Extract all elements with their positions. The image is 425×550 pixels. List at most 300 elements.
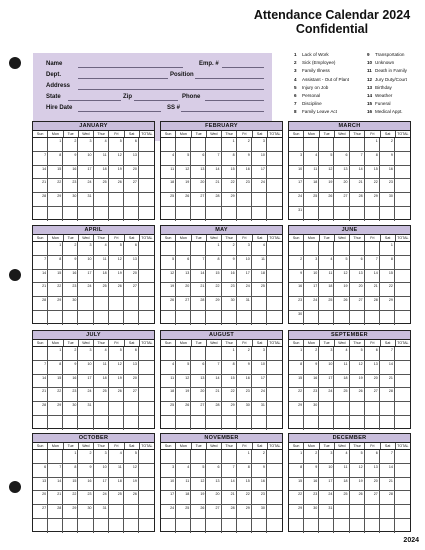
day-cell[interactable]: 29 (289, 402, 304, 416)
day-cell[interactable]: 13 (176, 270, 191, 284)
day-cell[interactable]: 24 (78, 388, 93, 402)
emp-field[interactable] (222, 67, 264, 68)
empty-cell[interactable] (63, 207, 78, 221)
empty-cell[interactable] (33, 207, 48, 221)
empty-cell[interactable] (365, 242, 380, 256)
day-cell[interactable]: 22 (48, 388, 63, 402)
day-cell[interactable]: 21 (206, 179, 221, 193)
day-cell[interactable]: 29 (237, 505, 252, 519)
empty-cell[interactable] (124, 193, 139, 207)
day-cell[interactable]: 5 (334, 256, 349, 270)
total-cell[interactable] (267, 283, 282, 297)
empty-cell[interactable] (94, 311, 109, 325)
day-cell[interactable]: 27 (334, 193, 349, 207)
day-cell[interactable]: 17 (319, 478, 334, 492)
total-cell[interactable] (267, 347, 282, 361)
day-cell[interactable]: 3 (237, 242, 252, 256)
total-cell[interactable] (267, 242, 282, 256)
day-cell[interactable]: 8 (365, 152, 380, 166)
day-cell[interactable]: 3 (319, 450, 334, 464)
empty-cell[interactable] (33, 416, 48, 430)
empty-cell[interactable] (63, 519, 78, 533)
zip-field[interactable] (134, 100, 178, 101)
day-cell[interactable]: 3 (304, 256, 319, 270)
day-cell[interactable]: 13 (124, 361, 139, 375)
day-cell[interactable]: 30 (222, 297, 237, 311)
day-cell[interactable]: 4 (319, 256, 334, 270)
day-cell[interactable]: 1 (48, 242, 63, 256)
empty-cell[interactable] (350, 242, 365, 256)
day-cell[interactable]: 16 (237, 166, 252, 180)
empty-cell[interactable] (334, 505, 349, 519)
day-cell[interactable]: 15 (365, 166, 380, 180)
phone-field[interactable] (205, 100, 264, 101)
empty-cell[interactable] (252, 519, 267, 533)
total-cell[interactable] (139, 450, 154, 464)
day-cell[interactable]: 3 (78, 138, 93, 152)
day-cell[interactable]: 7 (206, 152, 221, 166)
day-cell[interactable]: 6 (176, 256, 191, 270)
day-cell[interactable]: 2 (304, 347, 319, 361)
empty-cell[interactable] (334, 207, 349, 221)
day-cell[interactable]: 28 (365, 297, 380, 311)
day-cell[interactable]: 6 (33, 464, 48, 478)
day-cell[interactable]: 17 (319, 375, 334, 389)
day-cell[interactable]: 4 (94, 347, 109, 361)
day-cell[interactable]: 3 (161, 464, 176, 478)
day-cell[interactable]: 27 (176, 297, 191, 311)
day-cell[interactable]: 5 (124, 450, 139, 464)
day-cell[interactable]: 11 (304, 166, 319, 180)
day-cell[interactable]: 14 (206, 166, 221, 180)
day-cell[interactable]: 29 (380, 297, 395, 311)
day-cell[interactable]: 11 (334, 361, 349, 375)
empty-cell[interactable] (109, 297, 124, 311)
day-cell[interactable]: 26 (176, 193, 191, 207)
day-cell[interactable]: 3 (94, 450, 109, 464)
day-cell[interactable]: 9 (237, 152, 252, 166)
day-cell[interactable]: 10 (319, 361, 334, 375)
day-cell[interactable]: 18 (94, 270, 109, 284)
total-cell[interactable] (139, 361, 154, 375)
day-cell[interactable]: 26 (109, 179, 124, 193)
day-cell[interactable]: 12 (124, 464, 139, 478)
empty-cell[interactable] (334, 416, 349, 430)
day-cell[interactable]: 24 (237, 283, 252, 297)
day-cell[interactable]: 30 (289, 311, 304, 325)
total-cell[interactable] (139, 207, 154, 221)
empty-cell[interactable] (94, 519, 109, 533)
empty-cell[interactable] (380, 519, 395, 533)
day-cell[interactable]: 30 (304, 402, 319, 416)
day-cell[interactable]: 8 (289, 361, 304, 375)
day-cell[interactable]: 17 (161, 491, 176, 505)
empty-cell[interactable] (124, 519, 139, 533)
day-cell[interactable]: 23 (222, 283, 237, 297)
day-cell[interactable]: 2 (78, 450, 93, 464)
day-cell[interactable]: 8 (48, 361, 63, 375)
total-cell[interactable] (267, 388, 282, 402)
empty-cell[interactable] (380, 311, 395, 325)
total-cell[interactable] (267, 207, 282, 221)
day-cell[interactable]: 3 (78, 242, 93, 256)
day-cell[interactable]: 7 (380, 347, 395, 361)
day-cell[interactable]: 25 (252, 283, 267, 297)
day-cell[interactable]: 13 (334, 166, 349, 180)
day-cell[interactable]: 7 (350, 152, 365, 166)
day-cell[interactable]: 9 (63, 152, 78, 166)
empty-cell[interactable] (191, 138, 206, 152)
day-cell[interactable]: 31 (319, 505, 334, 519)
day-cell[interactable]: 1 (48, 347, 63, 361)
empty-cell[interactable] (124, 505, 139, 519)
day-cell[interactable]: 21 (365, 283, 380, 297)
empty-cell[interactable] (334, 311, 349, 325)
empty-cell[interactable] (63, 416, 78, 430)
total-cell[interactable] (395, 361, 410, 375)
empty-cell[interactable] (176, 450, 191, 464)
day-cell[interactable]: 8 (222, 152, 237, 166)
empty-cell[interactable] (350, 416, 365, 430)
day-cell[interactable]: 16 (222, 270, 237, 284)
empty-cell[interactable] (78, 311, 93, 325)
total-cell[interactable] (139, 152, 154, 166)
day-cell[interactable]: 16 (78, 478, 93, 492)
day-cell[interactable]: 4 (161, 361, 176, 375)
day-cell[interactable]: 28 (206, 193, 221, 207)
empty-cell[interactable] (350, 519, 365, 533)
day-cell[interactable]: 30 (78, 505, 93, 519)
day-cell[interactable]: 26 (319, 193, 334, 207)
empty-cell[interactable] (380, 505, 395, 519)
empty-cell[interactable] (334, 402, 349, 416)
day-cell[interactable]: 9 (304, 464, 319, 478)
total-cell[interactable] (395, 193, 410, 207)
empty-cell[interactable] (334, 138, 349, 152)
day-cell[interactable]: 4 (176, 464, 191, 478)
empty-cell[interactable] (176, 207, 191, 221)
day-cell[interactable]: 8 (206, 256, 221, 270)
day-cell[interactable]: 10 (94, 464, 109, 478)
day-cell[interactable]: 7 (222, 464, 237, 478)
day-cell[interactable]: 3 (289, 152, 304, 166)
day-cell[interactable]: 1 (48, 138, 63, 152)
day-cell[interactable]: 5 (176, 152, 191, 166)
day-cell[interactable]: 2 (63, 347, 78, 361)
day-cell[interactable]: 12 (319, 166, 334, 180)
day-cell[interactable]: 25 (176, 505, 191, 519)
day-cell[interactable]: 12 (350, 464, 365, 478)
day-cell[interactable]: 24 (94, 491, 109, 505)
day-cell[interactable]: 30 (63, 402, 78, 416)
day-cell[interactable]: 7 (33, 152, 48, 166)
day-cell[interactable]: 9 (63, 361, 78, 375)
day-cell[interactable]: 14 (33, 270, 48, 284)
day-cell[interactable]: 26 (176, 402, 191, 416)
day-cell[interactable]: 19 (350, 375, 365, 389)
day-cell[interactable]: 13 (350, 270, 365, 284)
total-cell[interactable] (395, 297, 410, 311)
day-cell[interactable]: 11 (176, 478, 191, 492)
empty-cell[interactable] (33, 519, 48, 533)
day-cell[interactable]: 15 (63, 478, 78, 492)
day-cell[interactable]: 8 (222, 361, 237, 375)
day-cell[interactable]: 14 (191, 270, 206, 284)
total-cell[interactable] (395, 152, 410, 166)
empty-cell[interactable] (304, 242, 319, 256)
day-cell[interactable]: 20 (191, 179, 206, 193)
total-cell[interactable] (139, 505, 154, 519)
empty-cell[interactable] (48, 311, 63, 325)
day-cell[interactable]: 12 (191, 478, 206, 492)
empty-cell[interactable] (206, 416, 221, 430)
day-cell[interactable]: 21 (191, 283, 206, 297)
day-cell[interactable]: 24 (161, 505, 176, 519)
day-cell[interactable]: 13 (365, 464, 380, 478)
empty-cell[interactable] (206, 311, 221, 325)
day-cell[interactable]: 1 (289, 347, 304, 361)
day-cell[interactable]: 20 (206, 491, 221, 505)
day-cell[interactable]: 3 (78, 347, 93, 361)
empty-cell[interactable] (237, 519, 252, 533)
day-cell[interactable]: 30 (252, 505, 267, 519)
empty-cell[interactable] (191, 416, 206, 430)
day-cell[interactable]: 23 (252, 491, 267, 505)
empty-cell[interactable] (124, 207, 139, 221)
day-cell[interactable]: 21 (222, 491, 237, 505)
day-cell[interactable]: 18 (334, 375, 349, 389)
day-cell[interactable]: 14 (48, 478, 63, 492)
day-cell[interactable]: 9 (78, 464, 93, 478)
day-cell[interactable]: 10 (319, 464, 334, 478)
day-cell[interactable]: 9 (63, 256, 78, 270)
day-cell[interactable]: 11 (94, 256, 109, 270)
empty-cell[interactable] (176, 242, 191, 256)
total-cell[interactable] (395, 375, 410, 389)
day-cell[interactable]: 6 (365, 450, 380, 464)
day-cell[interactable]: 28 (222, 505, 237, 519)
empty-cell[interactable] (94, 193, 109, 207)
empty-cell[interactable] (161, 416, 176, 430)
day-cell[interactable]: 1 (222, 138, 237, 152)
day-cell[interactable]: 22 (48, 179, 63, 193)
empty-cell[interactable] (124, 311, 139, 325)
name-field[interactable] (78, 67, 183, 68)
day-cell[interactable]: 9 (289, 270, 304, 284)
total-cell[interactable] (139, 166, 154, 180)
empty-cell[interactable] (222, 416, 237, 430)
day-cell[interactable]: 19 (334, 283, 349, 297)
day-cell[interactable]: 25 (94, 388, 109, 402)
total-cell[interactable] (139, 402, 154, 416)
total-cell[interactable] (395, 256, 410, 270)
empty-cell[interactable] (176, 347, 191, 361)
day-cell[interactable]: 3 (252, 347, 267, 361)
empty-cell[interactable] (222, 207, 237, 221)
empty-cell[interactable] (161, 450, 176, 464)
day-cell[interactable]: 13 (191, 375, 206, 389)
empty-cell[interactable] (237, 207, 252, 221)
day-cell[interactable]: 18 (319, 283, 334, 297)
empty-cell[interactable] (334, 519, 349, 533)
empty-cell[interactable] (176, 138, 191, 152)
day-cell[interactable]: 28 (48, 505, 63, 519)
empty-cell[interactable] (319, 416, 334, 430)
day-cell[interactable]: 15 (48, 270, 63, 284)
day-cell[interactable]: 23 (304, 491, 319, 505)
total-cell[interactable] (267, 270, 282, 284)
day-cell[interactable]: 4 (334, 347, 349, 361)
empty-cell[interactable] (109, 505, 124, 519)
empty-cell[interactable] (350, 207, 365, 221)
empty-cell[interactable] (48, 519, 63, 533)
total-cell[interactable] (395, 179, 410, 193)
day-cell[interactable]: 15 (222, 166, 237, 180)
day-cell[interactable]: 16 (304, 375, 319, 389)
empty-cell[interactable] (78, 519, 93, 533)
day-cell[interactable]: 31 (78, 402, 93, 416)
total-cell[interactable] (267, 505, 282, 519)
total-cell[interactable] (395, 207, 410, 221)
empty-cell[interactable] (365, 416, 380, 430)
day-cell[interactable]: 30 (63, 193, 78, 207)
total-cell[interactable] (395, 270, 410, 284)
empty-cell[interactable] (161, 311, 176, 325)
day-cell[interactable]: 30 (63, 297, 78, 311)
day-cell[interactable]: 8 (63, 464, 78, 478)
day-cell[interactable]: 23 (289, 297, 304, 311)
day-cell[interactable]: 14 (33, 166, 48, 180)
total-cell[interactable] (395, 347, 410, 361)
day-cell[interactable]: 16 (63, 166, 78, 180)
total-cell[interactable] (267, 464, 282, 478)
total-cell[interactable] (139, 388, 154, 402)
day-cell[interactable]: 24 (252, 388, 267, 402)
day-cell[interactable]: 13 (124, 256, 139, 270)
day-cell[interactable]: 9 (380, 152, 395, 166)
day-cell[interactable]: 29 (222, 402, 237, 416)
empty-cell[interactable] (350, 311, 365, 325)
day-cell[interactable]: 31 (78, 193, 93, 207)
day-cell[interactable]: 8 (380, 256, 395, 270)
day-cell[interactable]: 19 (176, 179, 191, 193)
day-cell[interactable]: 5 (350, 347, 365, 361)
day-cell[interactable]: 8 (289, 464, 304, 478)
empty-cell[interactable] (380, 402, 395, 416)
day-cell[interactable]: 2 (222, 242, 237, 256)
empty-cell[interactable] (289, 242, 304, 256)
day-cell[interactable]: 22 (48, 283, 63, 297)
day-cell[interactable]: 11 (319, 270, 334, 284)
day-cell[interactable]: 15 (380, 270, 395, 284)
day-cell[interactable]: 22 (222, 179, 237, 193)
empty-cell[interactable] (78, 297, 93, 311)
total-cell[interactable] (139, 193, 154, 207)
empty-cell[interactable] (222, 311, 237, 325)
day-cell[interactable]: 21 (33, 179, 48, 193)
day-cell[interactable]: 13 (124, 152, 139, 166)
empty-cell[interactable] (63, 311, 78, 325)
day-cell[interactable]: 6 (124, 347, 139, 361)
day-cell[interactable]: 21 (380, 375, 395, 389)
day-cell[interactable]: 14 (350, 166, 365, 180)
empty-cell[interactable] (350, 402, 365, 416)
day-cell[interactable]: 16 (380, 166, 395, 180)
day-cell[interactable]: 5 (319, 152, 334, 166)
day-cell[interactable]: 11 (252, 256, 267, 270)
total-cell[interactable] (139, 270, 154, 284)
total-cell[interactable] (139, 311, 154, 325)
empty-cell[interactable] (48, 416, 63, 430)
day-cell[interactable]: 18 (94, 375, 109, 389)
day-cell[interactable]: 14 (222, 478, 237, 492)
day-cell[interactable]: 12 (350, 361, 365, 375)
empty-cell[interactable] (94, 416, 109, 430)
day-cell[interactable]: 25 (334, 388, 349, 402)
day-cell[interactable]: 22 (365, 179, 380, 193)
day-cell[interactable]: 4 (252, 242, 267, 256)
day-cell[interactable]: 17 (78, 375, 93, 389)
day-cell[interactable]: 2 (380, 138, 395, 152)
day-cell[interactable]: 5 (350, 450, 365, 464)
day-cell[interactable]: 5 (109, 242, 124, 256)
total-cell[interactable] (395, 478, 410, 492)
total-cell[interactable] (139, 256, 154, 270)
empty-cell[interactable] (191, 207, 206, 221)
day-cell[interactable]: 15 (222, 375, 237, 389)
day-cell[interactable]: 22 (289, 388, 304, 402)
empty-cell[interactable] (78, 416, 93, 430)
day-cell[interactable]: 9 (237, 361, 252, 375)
day-cell[interactable]: 19 (350, 478, 365, 492)
day-cell[interactable]: 16 (237, 375, 252, 389)
empty-cell[interactable] (206, 138, 221, 152)
day-cell[interactable]: 20 (124, 375, 139, 389)
empty-cell[interactable] (48, 207, 63, 221)
day-cell[interactable]: 6 (365, 347, 380, 361)
total-cell[interactable] (395, 283, 410, 297)
total-cell[interactable] (139, 464, 154, 478)
day-cell[interactable]: 11 (161, 166, 176, 180)
day-cell[interactable]: 20 (33, 491, 48, 505)
day-cell[interactable]: 7 (33, 256, 48, 270)
day-cell[interactable]: 26 (124, 491, 139, 505)
day-cell[interactable]: 30 (380, 193, 395, 207)
day-cell[interactable]: 1 (365, 138, 380, 152)
day-cell[interactable]: 16 (304, 478, 319, 492)
day-cell[interactable]: 5 (109, 138, 124, 152)
day-cell[interactable]: 2 (289, 256, 304, 270)
day-cell[interactable]: 8 (48, 152, 63, 166)
day-cell[interactable]: 15 (289, 478, 304, 492)
total-cell[interactable] (395, 416, 410, 430)
empty-cell[interactable] (109, 193, 124, 207)
total-cell[interactable] (395, 402, 410, 416)
empty-cell[interactable] (365, 519, 380, 533)
day-cell[interactable]: 13 (33, 478, 48, 492)
day-cell[interactable]: 24 (319, 388, 334, 402)
total-cell[interactable] (267, 416, 282, 430)
day-cell[interactable]: 10 (161, 478, 176, 492)
day-cell[interactable]: 29 (289, 505, 304, 519)
day-cell[interactable]: 5 (176, 361, 191, 375)
day-cell[interactable]: 13 (191, 166, 206, 180)
day-cell[interactable]: 18 (161, 179, 176, 193)
day-cell[interactable]: 11 (334, 464, 349, 478)
total-cell[interactable] (267, 311, 282, 325)
day-cell[interactable]: 13 (365, 361, 380, 375)
day-cell[interactable]: 24 (78, 179, 93, 193)
